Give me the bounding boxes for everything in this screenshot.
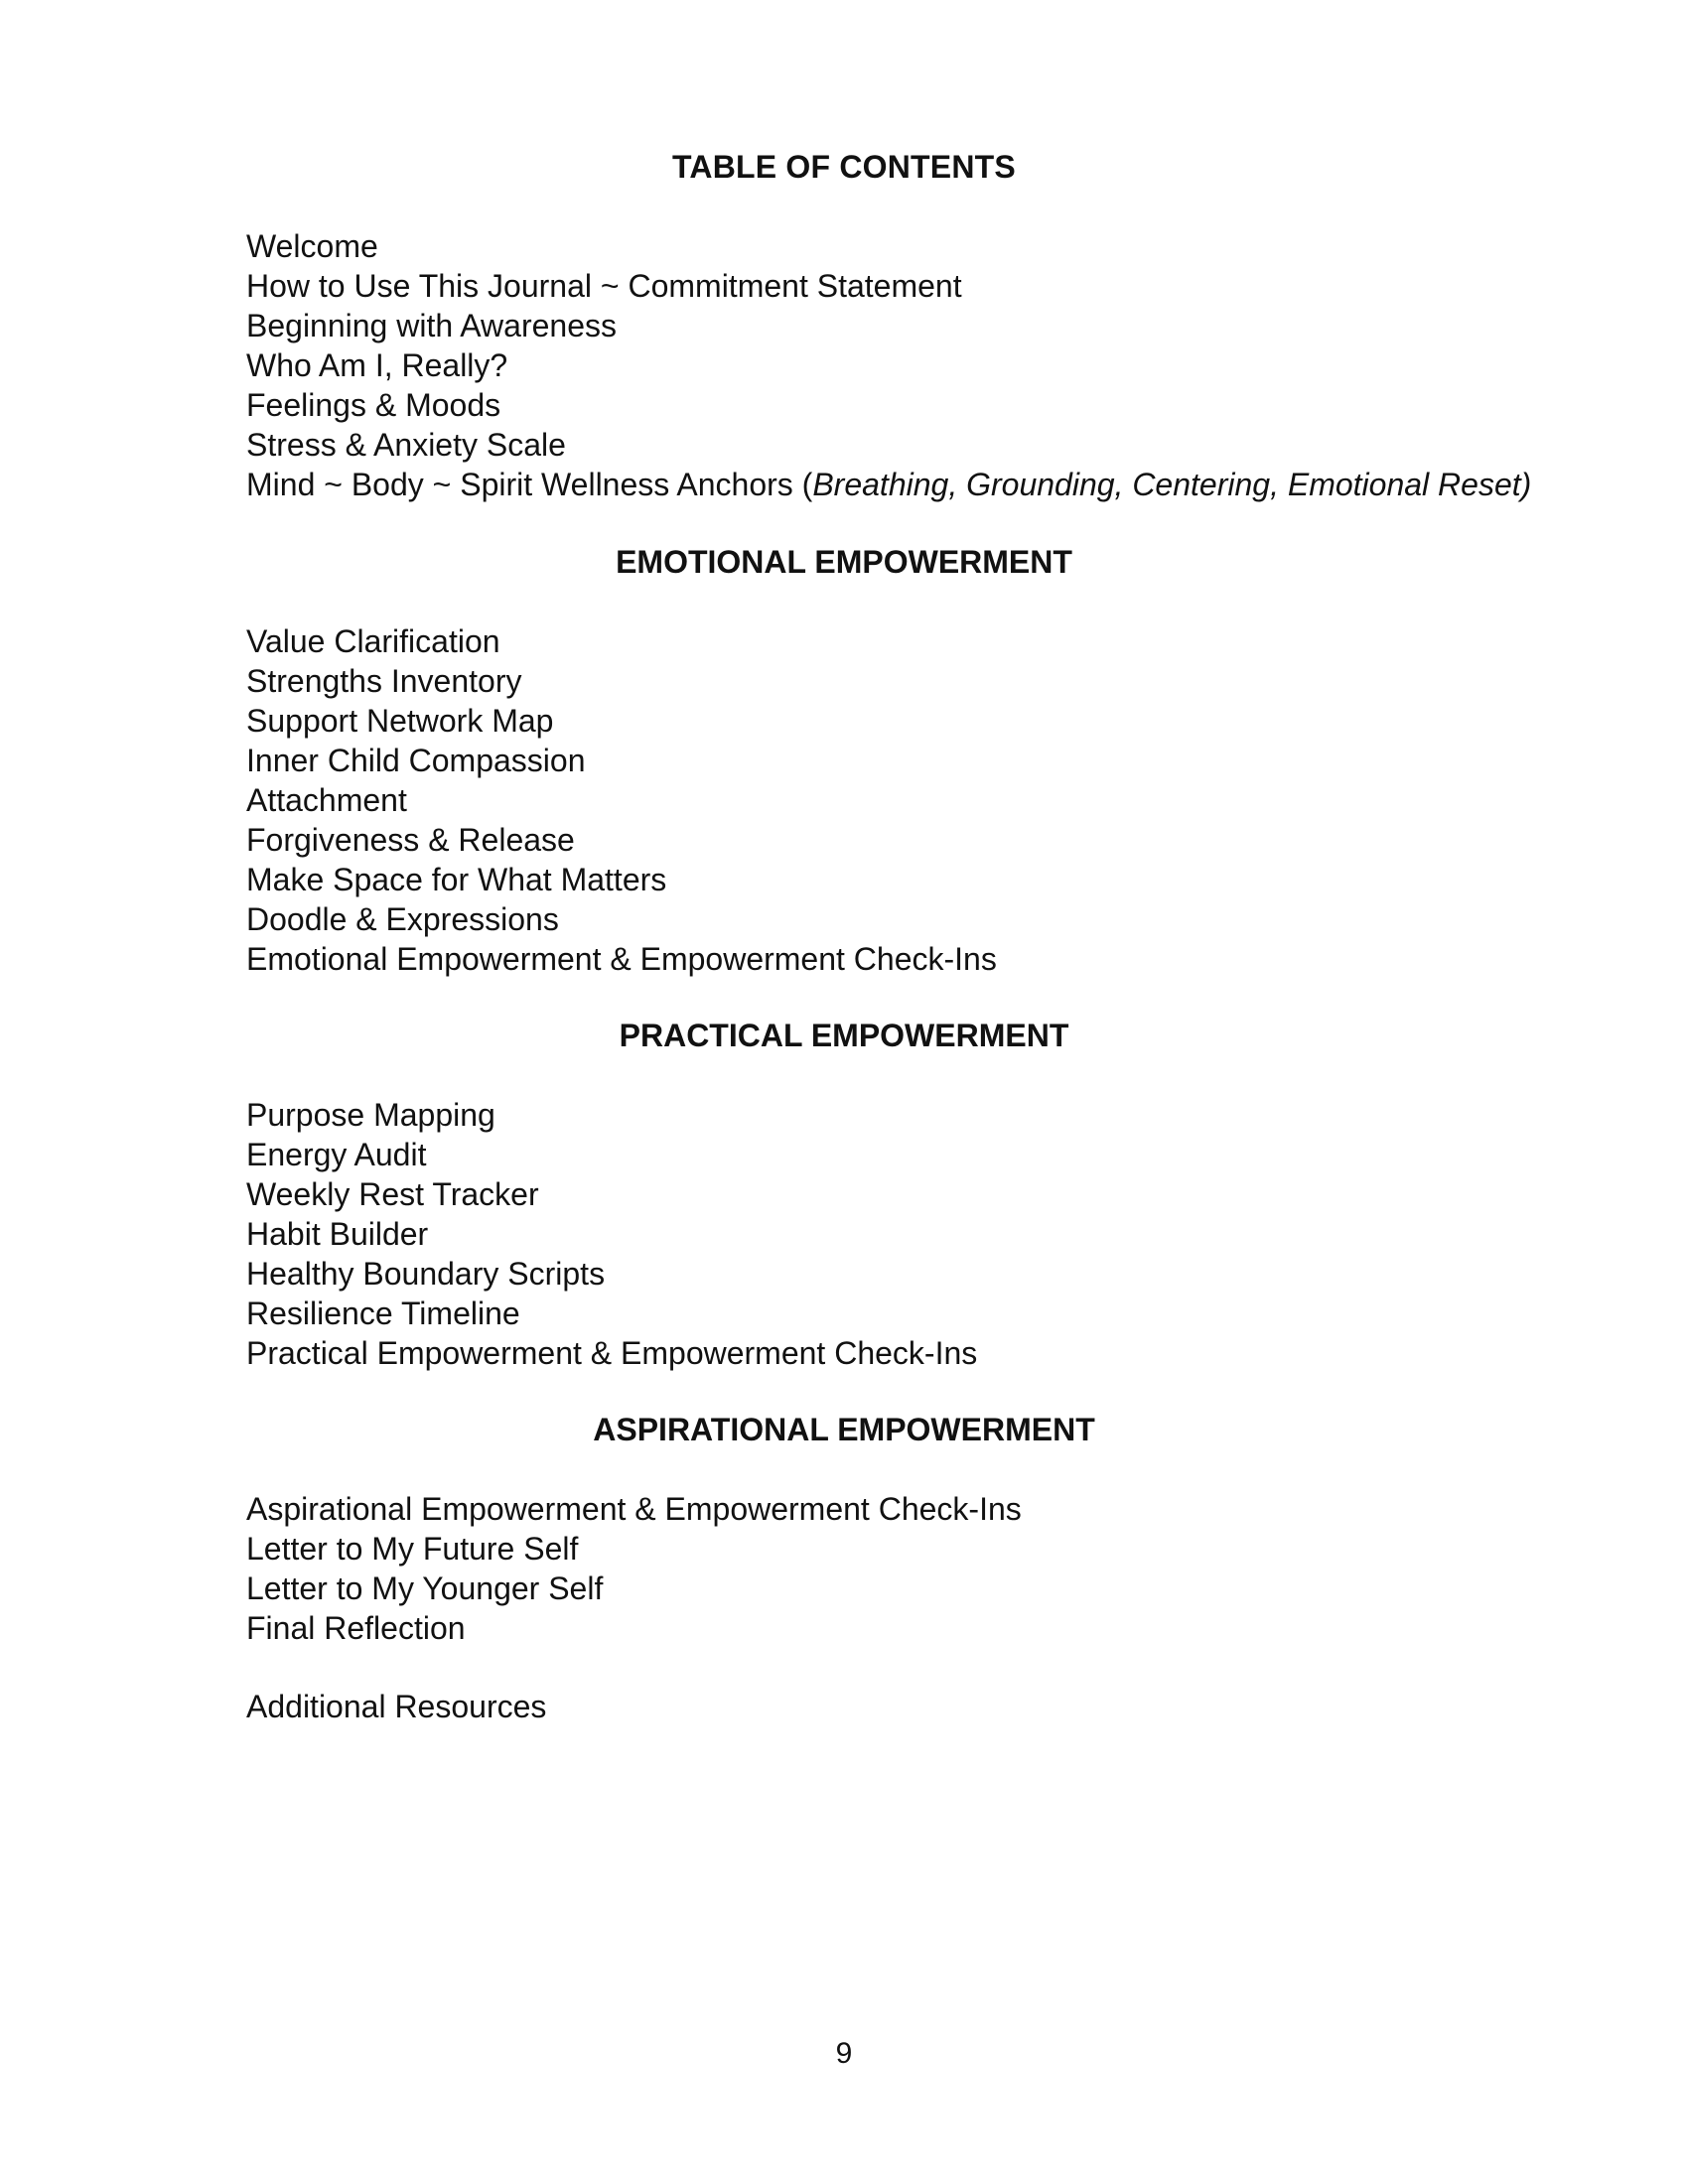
page-number: 9 (835, 2037, 853, 2070)
toc-title: TABLE OF CONTENTS (672, 149, 1016, 185)
emotional-list (246, 621, 1537, 979)
toc-entry: Make Space for What Matters (246, 862, 667, 897)
section-heading-emotional: EMOTIONAL EMPOWERMENT (616, 544, 1072, 580)
toc-entry-beginning-awareness: Beginning with Awareness (246, 308, 617, 343)
toc-entry-wellness-anchors (246, 465, 1537, 504)
toc-entry: Healthy Boundary Scripts (246, 1256, 606, 1292)
toc-entry: Aspirational Empowerment & Empowerment Check-Ins (246, 1491, 1022, 1527)
toc-entry: Support Network Map (246, 703, 554, 739)
section-heading-practical: PRACTICAL EMPOWERMENT (619, 1018, 1069, 1053)
intro-list (246, 226, 1537, 504)
toc-entry: Practical Empowerment & Empowerment Check-Ins (246, 1335, 978, 1371)
toc-entry: Energy Audit (246, 1137, 427, 1172)
toc-entry: Final Reflection (246, 1610, 466, 1646)
toc-entry: Weekly Rest Tracker (246, 1176, 539, 1212)
toc-entry: Strengths Inventory (246, 663, 522, 699)
wellness-anchors-main: Mind ~ Body ~ Spirit Wellness Anchors ( (246, 467, 813, 502)
toc-entry: Habit Builder (246, 1216, 429, 1252)
practical-list (246, 1095, 1537, 1373)
toc-entry-additional-resources: Additional Resources (246, 1689, 547, 1724)
toc-entry: Purpose Mapping (246, 1097, 495, 1133)
toc-entry: Value Clarification (246, 623, 500, 659)
toc-entry-feelings-moods: Feelings & Moods (246, 387, 501, 423)
toc-entry: Emotional Empowerment & Empowerment Check-Ins (246, 941, 997, 977)
toc-entry: Doodle & Expressions (246, 901, 559, 937)
additional-list (246, 1687, 1537, 1726)
toc-entry-stress-anxiety: Stress & Anxiety Scale (246, 427, 566, 463)
toc-entry-who-am-i: Who Am I, Really? (246, 347, 508, 383)
toc-entry: Letter to My Future Self (246, 1531, 579, 1567)
toc-entry: Inner Child Compassion (246, 743, 586, 778)
toc-entry: Attachment (246, 782, 407, 818)
section-heading-aspirational: ASPIRATIONAL EMPOWERMENT (593, 1412, 1095, 1447)
toc-entry: Letter to My Younger Self (246, 1570, 604, 1606)
toc-entry: Resilience Timeline (246, 1296, 520, 1331)
toc-entry-welcome: Welcome (246, 228, 378, 264)
toc-entry-how-to-use: How to Use This Journal ~ Commitment Statement (246, 268, 962, 304)
toc-entry: Forgiveness & Release (246, 822, 575, 858)
aspirational-list (246, 1489, 1537, 1648)
wellness-anchors-italic: Breathing, Grounding, Centering, Emotional Reset) (812, 467, 1532, 502)
